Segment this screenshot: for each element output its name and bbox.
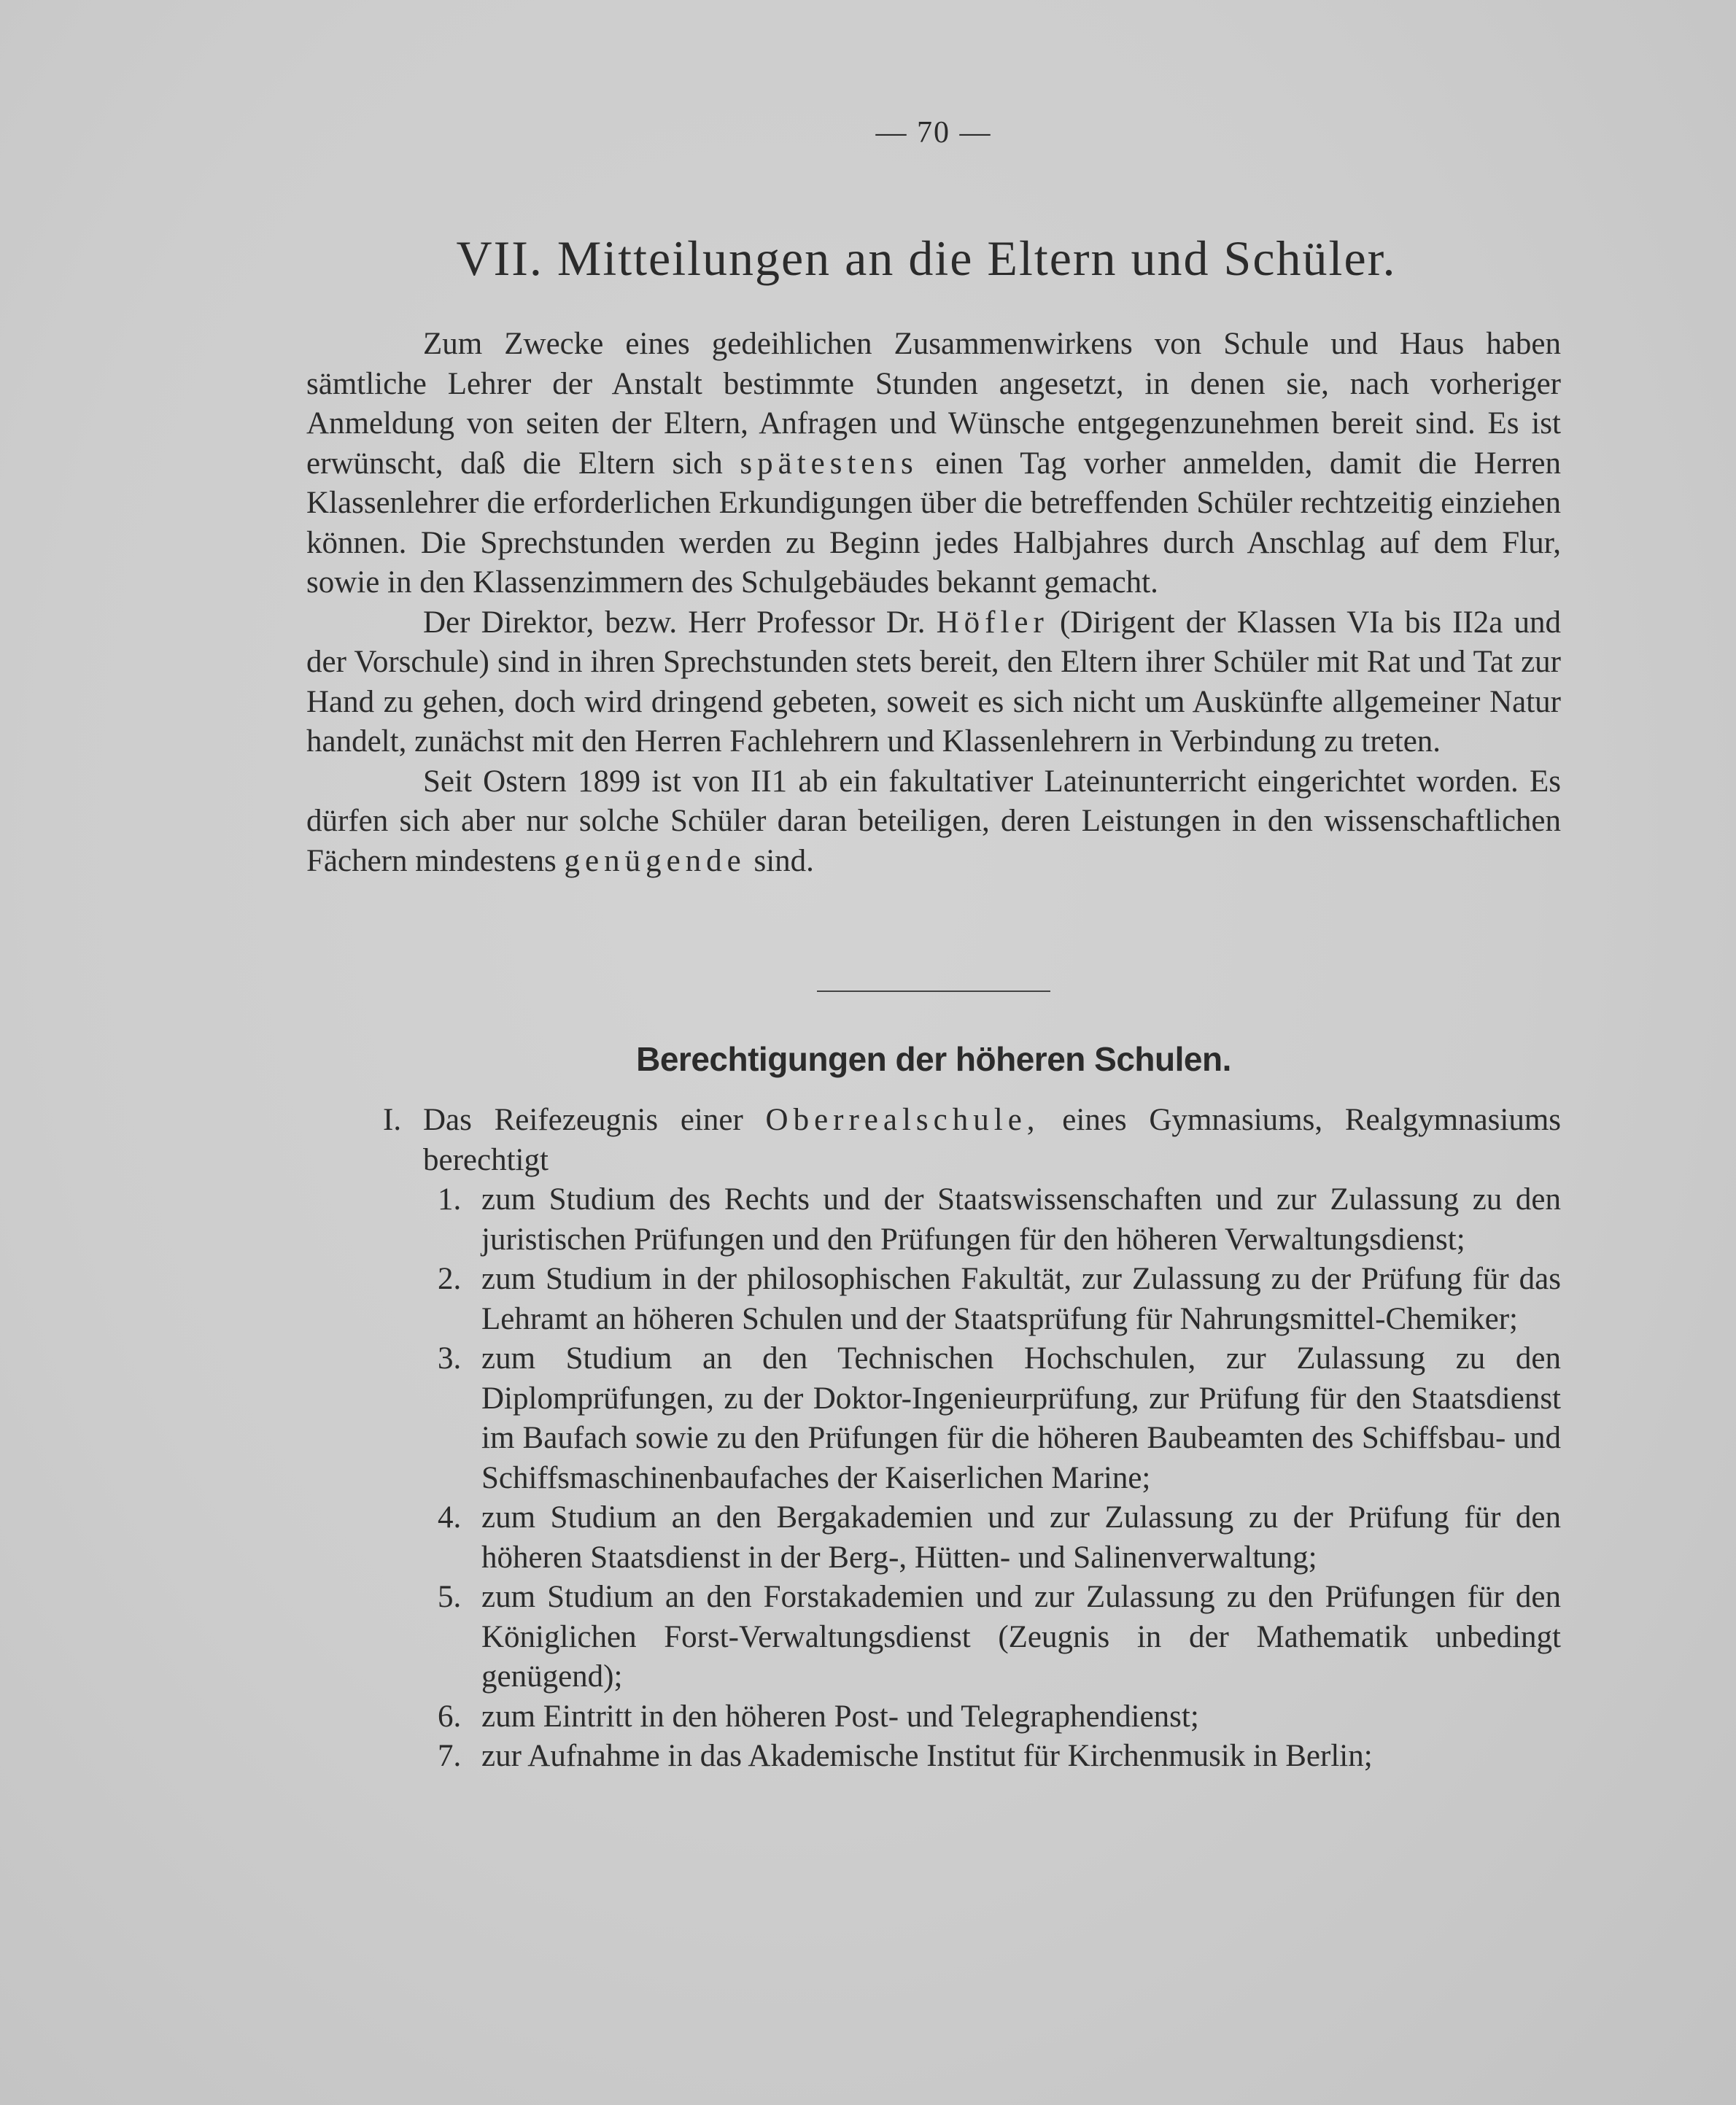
rights-list	[306, 1180, 1561, 1777]
item-number: 3.	[438, 1341, 462, 1376]
paragraph-text: einen Tag vorher anmelden, damit die Herren Klassenlehrer die erforderlichen Erkundigungen über die betreffenden Schüler rechtzeitig einziehen können. Die Sprechstunden werden zu Beginn jedes Halbjahres durch Anschlag auf dem Flur, sowie in den Klassenzimmern des Schulgebäudes bekannt gemacht.	[306, 446, 1561, 600]
item-number: 2.	[438, 1262, 462, 1296]
list-item	[306, 1180, 1561, 1260]
page-number: — 70 —	[875, 116, 992, 150]
paragraph-text: (Dirigent der Klassen VIa bis II2a und der Vorschule) sind in ihren Sprechstunden stets bereit, den Eltern ihrer Schüler mit Rat und Tat zur Hand zu gehen, doch wird dringend gebeten, soweit es sich nicht um Auskünfte allgemeiner Natur handelt, zunächst mit den Herren Fachlehrern und Klassenlehrern in Verbindung zu treten.	[306, 605, 1562, 759]
item-text: zur Aufnahme in das Akademische Institut für Kirchenmusik in Berlin;	[481, 1739, 1373, 1773]
paragraph-latin	[306, 762, 1561, 882]
spaced-emphasis: Höfler	[936, 605, 1049, 640]
chapter-title: VII. Mitteilungen an die Eltern und Schüler.	[456, 230, 1397, 286]
item-number: 7.	[438, 1739, 462, 1773]
paragraph-text: Seit Ostern 1899 ist von II1 ab ein fakultativer Lateinunterricht eingerichtet worden. Es dürfen sich aber nur solche Schüler daran beteiligen, deren Leistungen in den wissenschaftlichen Fächern mindestens	[306, 764, 1561, 878]
paragraph-text: Der Direktor, bezw. Herr Professor Dr.	[423, 605, 926, 640]
paragraph-consultation-hours	[306, 325, 1561, 603]
intro-text: eines Gymnasiums, Realgymnasiums berechtigt	[423, 1103, 1562, 1177]
item-number: 6.	[438, 1699, 462, 1734]
rights-intro	[306, 1101, 1561, 1180]
paragraph-text: Zum Zwecke eines gedeihlichen Zusammenwirkens von Schule und Haus haben sämtliche Lehrer der Anstalt bestimmte Stunden angesetzt, in denen sie, nach vorheriger Anmeldung von seiten der Eltern, Anfragen und Wünsche entgegenzunehmen bereit sind. Es ist erwünscht, daß die Eltern sich	[306, 327, 1561, 481]
item-text: zum Studium des Rechts und der Staatswissenschaften und zur Zulassung zu den juristischen Prüfungen und den Prüfungen für den höheren Verwaltungsdienst;	[481, 1182, 1561, 1257]
spaced-emphasis: Oberrealschule,	[765, 1103, 1040, 1137]
section-heading: Berechtigungen der höheren Schulen.	[636, 1040, 1231, 1078]
item-text: zum Studium an den Technischen Hochschulen, zur Zulassung zu den Diplomprüfungen, zu der Doktor-Ingenieurprüfung, zur Prüfung für den Staatsdienst im Baufach sowie zu den Prüfungen für die höheren Baubeamten des Schiffsbau- und Schiffsmaschinenbaufaches der Kaiserlichen Marine;	[481, 1341, 1561, 1495]
item-number: 5.	[438, 1580, 462, 1614]
spaced-emphasis: genügende	[564, 843, 746, 878]
item-text: zum Studium an den Forstakademien und zur Zulassung zu den Prüfungen für den Königlichen Forst-Verwaltungsdienst (Zeugnis in der Mathematik unbedingt genügend);	[481, 1580, 1561, 1694]
item-text: zum Studium an den Bergakademien und zur Zulassung zu der Prüfung für den höheren Staatsdienst in der Berg-, Hütten- und Salinenverwaltung;	[481, 1500, 1561, 1575]
roman-numeral: I.	[383, 1103, 402, 1137]
intro-text: Das Reifezeugnis einer	[423, 1103, 743, 1137]
rights-list-block	[306, 1101, 1561, 1777]
item-text: zum Studium in der philosophischen Fakultät, zur Zulassung zu der Prüfung für das Lehramt an höheren Schulen und der Staatsprüfung für Nahrungsmittel-Chemiker;	[481, 1262, 1561, 1336]
list-item	[306, 1697, 1561, 1737]
item-text: zum Eintritt in den höheren Post- und Telegraphendienst;	[481, 1699, 1199, 1734]
body-text	[306, 325, 1561, 881]
item-number: 4.	[438, 1500, 462, 1535]
spaced-emphasis: spätestens	[740, 446, 918, 481]
list-item	[306, 1339, 1561, 1498]
list-item	[306, 1737, 1561, 1777]
paragraph-director	[306, 603, 1561, 762]
section-divider	[817, 991, 1050, 992]
paragraph-text: sind.	[753, 843, 814, 878]
item-number: 1.	[438, 1182, 462, 1217]
list-item	[306, 1260, 1561, 1339]
list-item	[306, 1498, 1561, 1578]
list-item	[306, 1578, 1561, 1697]
